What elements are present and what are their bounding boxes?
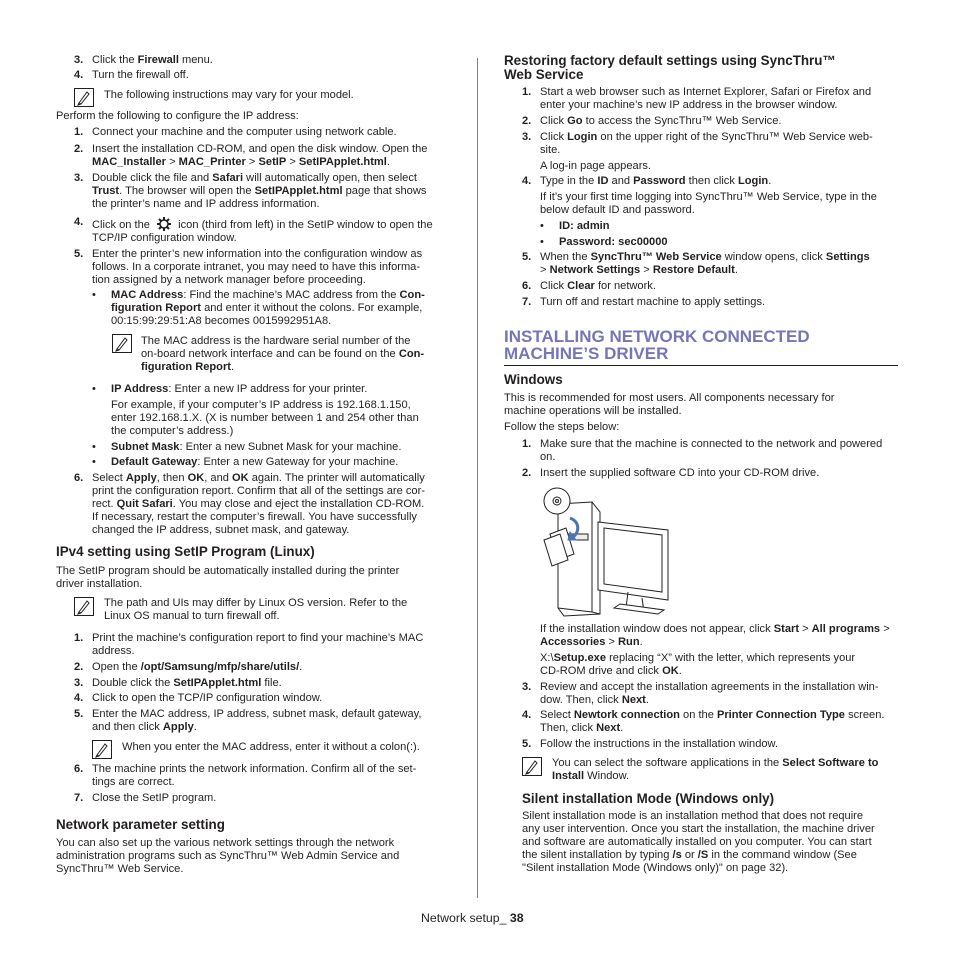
- note-text: The MAC address is the hardware serial number of the: [141, 335, 411, 347]
- step-text: Enter the MAC address, IP address, subnet mask, default gateway,: [92, 708, 422, 720]
- chapter-heading-cont: MACHINE’S DRIVER: [504, 344, 669, 363]
- step-text: Click the Firewall menu.: [92, 54, 213, 66]
- section-heading-restore: Restoring factory default settings using SyncThru™: [504, 53, 836, 68]
- paragraph: driver installation.: [56, 578, 143, 590]
- paragraph: "Silent installation Mode (Windows only)" on page 32).: [522, 862, 789, 874]
- step-number: 6.: [74, 763, 84, 775]
- step-number: 4.: [74, 216, 84, 228]
- step-text: Review and accept the installation agreements in the installation win-: [540, 681, 879, 693]
- step-text: Make sure that the machine is connected to the network and powered: [540, 438, 883, 450]
- note-text: You can select the software applications in the Select Software to: [552, 757, 879, 769]
- step-number: 3.: [74, 677, 84, 689]
- step-text: Print the machine’s configuration report to find your machine’s MAC: [92, 632, 424, 644]
- step-text: enter your machine’s new IP address in the browser window.: [540, 99, 838, 111]
- bullet: •: [92, 383, 96, 395]
- step-text: Select Apply, then OK, and OK again. The printer will automatically: [92, 472, 425, 484]
- step-text: changed the IP address, subnet mask, and gateway.: [92, 524, 350, 536]
- note-text: Linux OS manual to turn firewall off.: [104, 610, 280, 622]
- bullet-text: figuration Report and enter it without the colons. For example,: [111, 302, 423, 314]
- step-number: 1.: [74, 632, 84, 644]
- bullet-text: MAC Address: Find the machine’s MAC address from the Con-: [111, 289, 425, 301]
- step-text: Then, click Next.: [540, 722, 624, 734]
- step-text: Select Newtork connection on the Printer Connection Type screen.: [540, 709, 885, 721]
- step-number: 5.: [74, 708, 84, 720]
- bullet-text: IP Address: Enter a new IP address for your printer.: [111, 383, 368, 395]
- step-number: 3.: [522, 681, 532, 693]
- note-text: on-board network interface and can be found on the Con-: [141, 348, 425, 360]
- note-icon: [74, 597, 94, 616]
- note-icon: [522, 757, 542, 776]
- step-text: on.: [540, 451, 556, 463]
- step-text: tion assigned by a network manager before proceeding.: [92, 274, 366, 286]
- step-text: CD-ROM drive and click OK.: [540, 665, 682, 677]
- step-number: 1.: [74, 126, 84, 138]
- step-number: 3.: [522, 131, 532, 143]
- bullet-text: the computer’s address.): [111, 425, 234, 437]
- step-number: 2.: [522, 115, 532, 127]
- note-text: figuration Report.: [141, 361, 235, 373]
- paragraph: The SetIP program should be automatically installed during the printer: [56, 565, 400, 577]
- paragraph: machine operations will be installed.: [504, 405, 682, 417]
- footer-label: Network setup_: [421, 911, 507, 925]
- step-number: 2.: [74, 143, 84, 155]
- step-number: 2.: [74, 661, 84, 673]
- section-heading-silent: Silent installation Mode (Windows only): [522, 791, 775, 806]
- step-text: Trust. The browser will open the SetIPApplet.html page that shows: [92, 185, 427, 197]
- step-number: 5.: [522, 251, 532, 263]
- note-text: The path and UIs may differ by Linux OS version. Refer to the: [104, 597, 408, 609]
- note-icon: [112, 334, 132, 353]
- step-text: The machine prints the network information. Confirm all of the set-: [92, 763, 417, 775]
- step-text: TCP/IP configuration window.: [92, 232, 237, 244]
- step-text: Connect your machine and the computer using network cable.: [92, 126, 397, 138]
- note-text: When you enter the MAC address, enter it without a colon(:).: [122, 741, 420, 753]
- step-text: If the installation window does not appear, click Start > All programs >: [540, 623, 890, 635]
- bullet-text: Subnet Mask: Enter a new Subnet Mask for your machine.: [111, 441, 402, 453]
- step-text: the printer’s name and IP address information.: [92, 198, 320, 210]
- bullet: •: [540, 236, 544, 248]
- step-text: Open the /opt/Samsung/mfp/share/utils/.: [92, 661, 303, 673]
- step-number: 7.: [522, 296, 532, 308]
- step-text: Turn off and restart machine to apply settings.: [540, 296, 766, 308]
- paragraph: and software are automatically installed on you computer. You can start: [522, 836, 872, 848]
- step-number: 1.: [522, 438, 532, 450]
- paragraph: You can also set up the various network settings through the network: [56, 837, 395, 849]
- paragraph: administration programs such as SyncThru™ Web Admin Service and: [56, 850, 400, 862]
- section-heading-restore-cont: Web Service: [504, 67, 584, 82]
- step-number: 2.: [522, 467, 532, 479]
- step-text: address.: [92, 645, 135, 657]
- step-text: and then click Apply.: [92, 721, 197, 733]
- step-number: 4.: [522, 709, 532, 721]
- step-text: Turn the firewall off.: [92, 69, 189, 81]
- step-text: If it’s your first time logging into SyncThru™ Web Service, type in the: [540, 191, 877, 203]
- bullet: •: [540, 220, 544, 232]
- step-number: 3.: [74, 54, 84, 66]
- note-text: The following instructions may vary for your model.: [104, 89, 354, 101]
- step-text: Click Clear for network.: [540, 280, 656, 292]
- step-text: > Network Settings > Restore Default.: [540, 264, 738, 276]
- step-text: Insert the supplied software CD into your CD-ROM drive.: [540, 467, 820, 479]
- step-text: Click on the icon (third from left) in the SetIP window to open the: [92, 216, 446, 232]
- step-text: If necessary, restart the computer’s firewall. You have successfully: [92, 511, 417, 523]
- note-text: Install Window.: [552, 770, 630, 782]
- step-number: 4.: [74, 692, 84, 704]
- step-text: Start a web browser such as Internet Explorer, Safari or Firefox and: [540, 86, 872, 98]
- step-text: MAC_Installer > MAC_Printer > SetIP > SetIPApplet.html.: [92, 156, 390, 168]
- paragraph: the silent installation by typing /s or /S in the command window (See: [522, 849, 857, 861]
- section-heading-windows: Windows: [504, 372, 563, 387]
- step-number: 1.: [522, 86, 532, 98]
- step-text: Double click the SetIPApplet.html file.: [92, 677, 282, 689]
- paragraph: Silent installation mode is an installation method that does not require: [522, 810, 864, 822]
- step-text: dow. Then, click Next.: [540, 694, 649, 706]
- step-text: When the SyncThru™ Web Service window opens, click Settings: [540, 251, 870, 263]
- note-icon: [92, 740, 112, 759]
- default-password: Password: sec00000: [559, 236, 668, 248]
- step-text: Type in the ID and Password then click Login.: [540, 175, 772, 187]
- step-number: 4.: [74, 69, 84, 81]
- step-text: Click to open the TCP/IP configuration window.: [92, 692, 323, 704]
- section-heading-linux: IPv4 setting using SetIP Program (Linux): [56, 544, 315, 559]
- bullet: •: [92, 441, 96, 453]
- paragraph: This is recommended for most users. All components necessary for: [504, 392, 835, 404]
- bullet-text: enter 192.168.1.X. (X is number between 1 and 254 other than: [111, 412, 419, 424]
- bullet-text: For example, if your computer’s IP address is 192.168.1.150,: [111, 399, 411, 411]
- paragraph: any user intervention. Once you start the installation, the machine driver: [522, 823, 875, 835]
- step-text: rect. Quit Safari. You may close and eject the installation CD-ROM.: [92, 498, 425, 510]
- heading-rule: [504, 365, 898, 366]
- step-text: Double click the file and Safari will automatically open, then select: [92, 172, 417, 184]
- bullet: •: [92, 456, 96, 468]
- chapter-heading: INSTALLING NETWORK CONNECTED: [504, 327, 810, 346]
- step-text: Follow the instructions in the installation window.: [540, 738, 779, 750]
- step-number: 5.: [74, 248, 84, 260]
- column-divider: [477, 58, 478, 898]
- gear-icon: [156, 216, 172, 232]
- section-heading-network: Network parameter setting: [56, 817, 225, 832]
- step-number: 6.: [522, 280, 532, 292]
- step-text: site.: [540, 144, 561, 156]
- step-text: X:\Setup.exe replacing “X” with the letter, which represents your: [540, 652, 856, 664]
- bullet-text: 00:15:99:29:51:A8 becomes 0015992951A8.: [111, 315, 332, 327]
- bullet-text: Default Gateway: Enter a new Gateway for your machine.: [111, 456, 399, 468]
- step-text: Click Login on the upper right of the SyncThru™ Web Service web-: [540, 131, 873, 143]
- step-text: Insert the installation CD-ROM, and open the disk window. Open the: [92, 143, 428, 155]
- step-text: follows. In a corporate intranet, you may need to have this informa-: [92, 261, 421, 273]
- step-text: Enter the printer’s new information into the configuration window as: [92, 248, 423, 260]
- step-text: Close the SetIP program.: [92, 792, 217, 804]
- page-footer: [421, 912, 524, 925]
- paragraph: SyncThru™ Web Service.: [56, 863, 184, 875]
- step-text: print the configuration report. Confirm that all of the settings are cor-: [92, 485, 425, 497]
- step-number: 4.: [522, 175, 532, 187]
- page-number: 38: [509, 911, 524, 925]
- step-number: 5.: [522, 738, 532, 750]
- bullet: •: [92, 289, 96, 301]
- step-text: Accessories > Run.: [540, 636, 643, 648]
- step-text: A log-in page appears.: [540, 160, 652, 172]
- step-number: 7.: [74, 792, 84, 804]
- cd-install-illustration: [540, 484, 674, 620]
- step-number: 3.: [74, 172, 84, 184]
- note-icon: [74, 88, 94, 107]
- step-text: tings are correct.: [92, 776, 175, 788]
- step-text: below default ID and password.: [540, 204, 695, 216]
- step-number: 6.: [74, 472, 84, 484]
- intro-text: Perform the following to configure the IP address:: [56, 110, 299, 122]
- step-text: Click Go to access the SyncThru™ Web Service.: [540, 115, 782, 127]
- paragraph: Follow the steps below:: [504, 421, 620, 433]
- default-id: ID: admin: [559, 220, 610, 232]
